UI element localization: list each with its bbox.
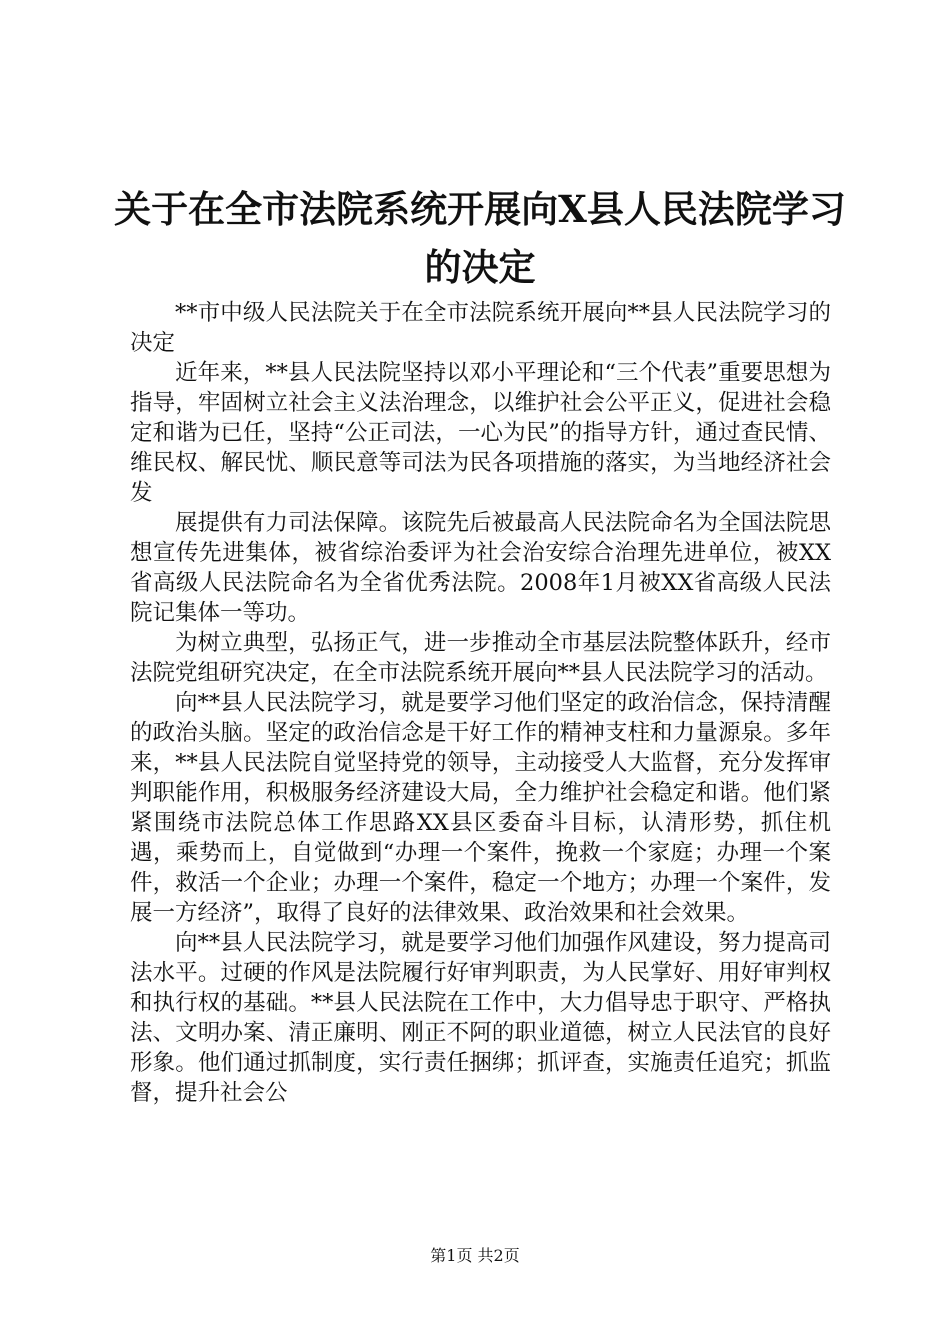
page-footer: 第1页 共2页 <box>430 1246 520 1265</box>
paragraph: 近年来，**县人民法院坚持以邓小平理论和“三个代表”重要思想为指导，牢固树立社会主义法治理念，以维护社会公平正义，促进社会稳定和谐为已任，坚持“公正司法，一心为民”的指导方针，通过查民情、维民权、解民忧、顺民意等司法为民各项措施的落实，为当地经济社会发 <box>130 360 831 506</box>
document-title: 关于在全市法院系统开展向X县人民法院学习的决定 <box>114 187 846 289</box>
paragraph: 向**县人民法院学习，就是要学习他们加强作风建设，努力提高司法水平。过硬的作风是法院履行好审判职责，为人民掌好、用好审判权和执行权的基础。**县人民法院在工作中，大力倡导忠于职守、严格执法、文明办案、清正廉明、刚正不阿的职业道德，树立人民法官的良好形象。他们通过抓制度，实行责任捆绑；抓评查，实施责任追究；抓监督，提升社会公 <box>130 930 831 1106</box>
document-body <box>130 298 831 1108</box>
paragraph: **市中级人民法院关于在全市法院系统开展向**县人民法院学习的决定 <box>130 300 831 356</box>
paragraph: 为树立典型，弘扬正气，进一步推动全市基层法院整体跃升，经市法院党组研究决定，在全市法院系统开展向**县人民法院学习的活动。 <box>130 630 831 686</box>
paragraph: 展提供有力司法保障。该院先后被最高人民法院命名为全国法院思想宣传先进集体，被省综治委评为社会治安综合治理先进单位，被XX省高级人民法院命名为全省优秀法院。2008年1月被XX省高级人民法院记集体一等功。 <box>130 510 831 626</box>
paragraph: 向**县人民法院学习，就是要学习他们坚定的政治信念，保持清醒的政治头脑。坚定的政治信念是干好工作的精神支柱和力量源泉。多年来，**县人民法院自觉坚持党的领导，主动接受人大监督，充分发挥审判职能作用，积极服务经济建设大局，全力维护社会稳定和谐。他们紧紧围绕市法院总体工作思路XX县区委奋斗目标，认清形势，抓住机遇，乘势而上，自觉做到“办理一个案件，挽救一个家庭；办理一个案件，救活一个企业；办理一个案件，稳定一个地方；办理一个案件，发展一方经济”，取得了良好的法律效果、政治效果和社会效果。 <box>130 690 831 926</box>
